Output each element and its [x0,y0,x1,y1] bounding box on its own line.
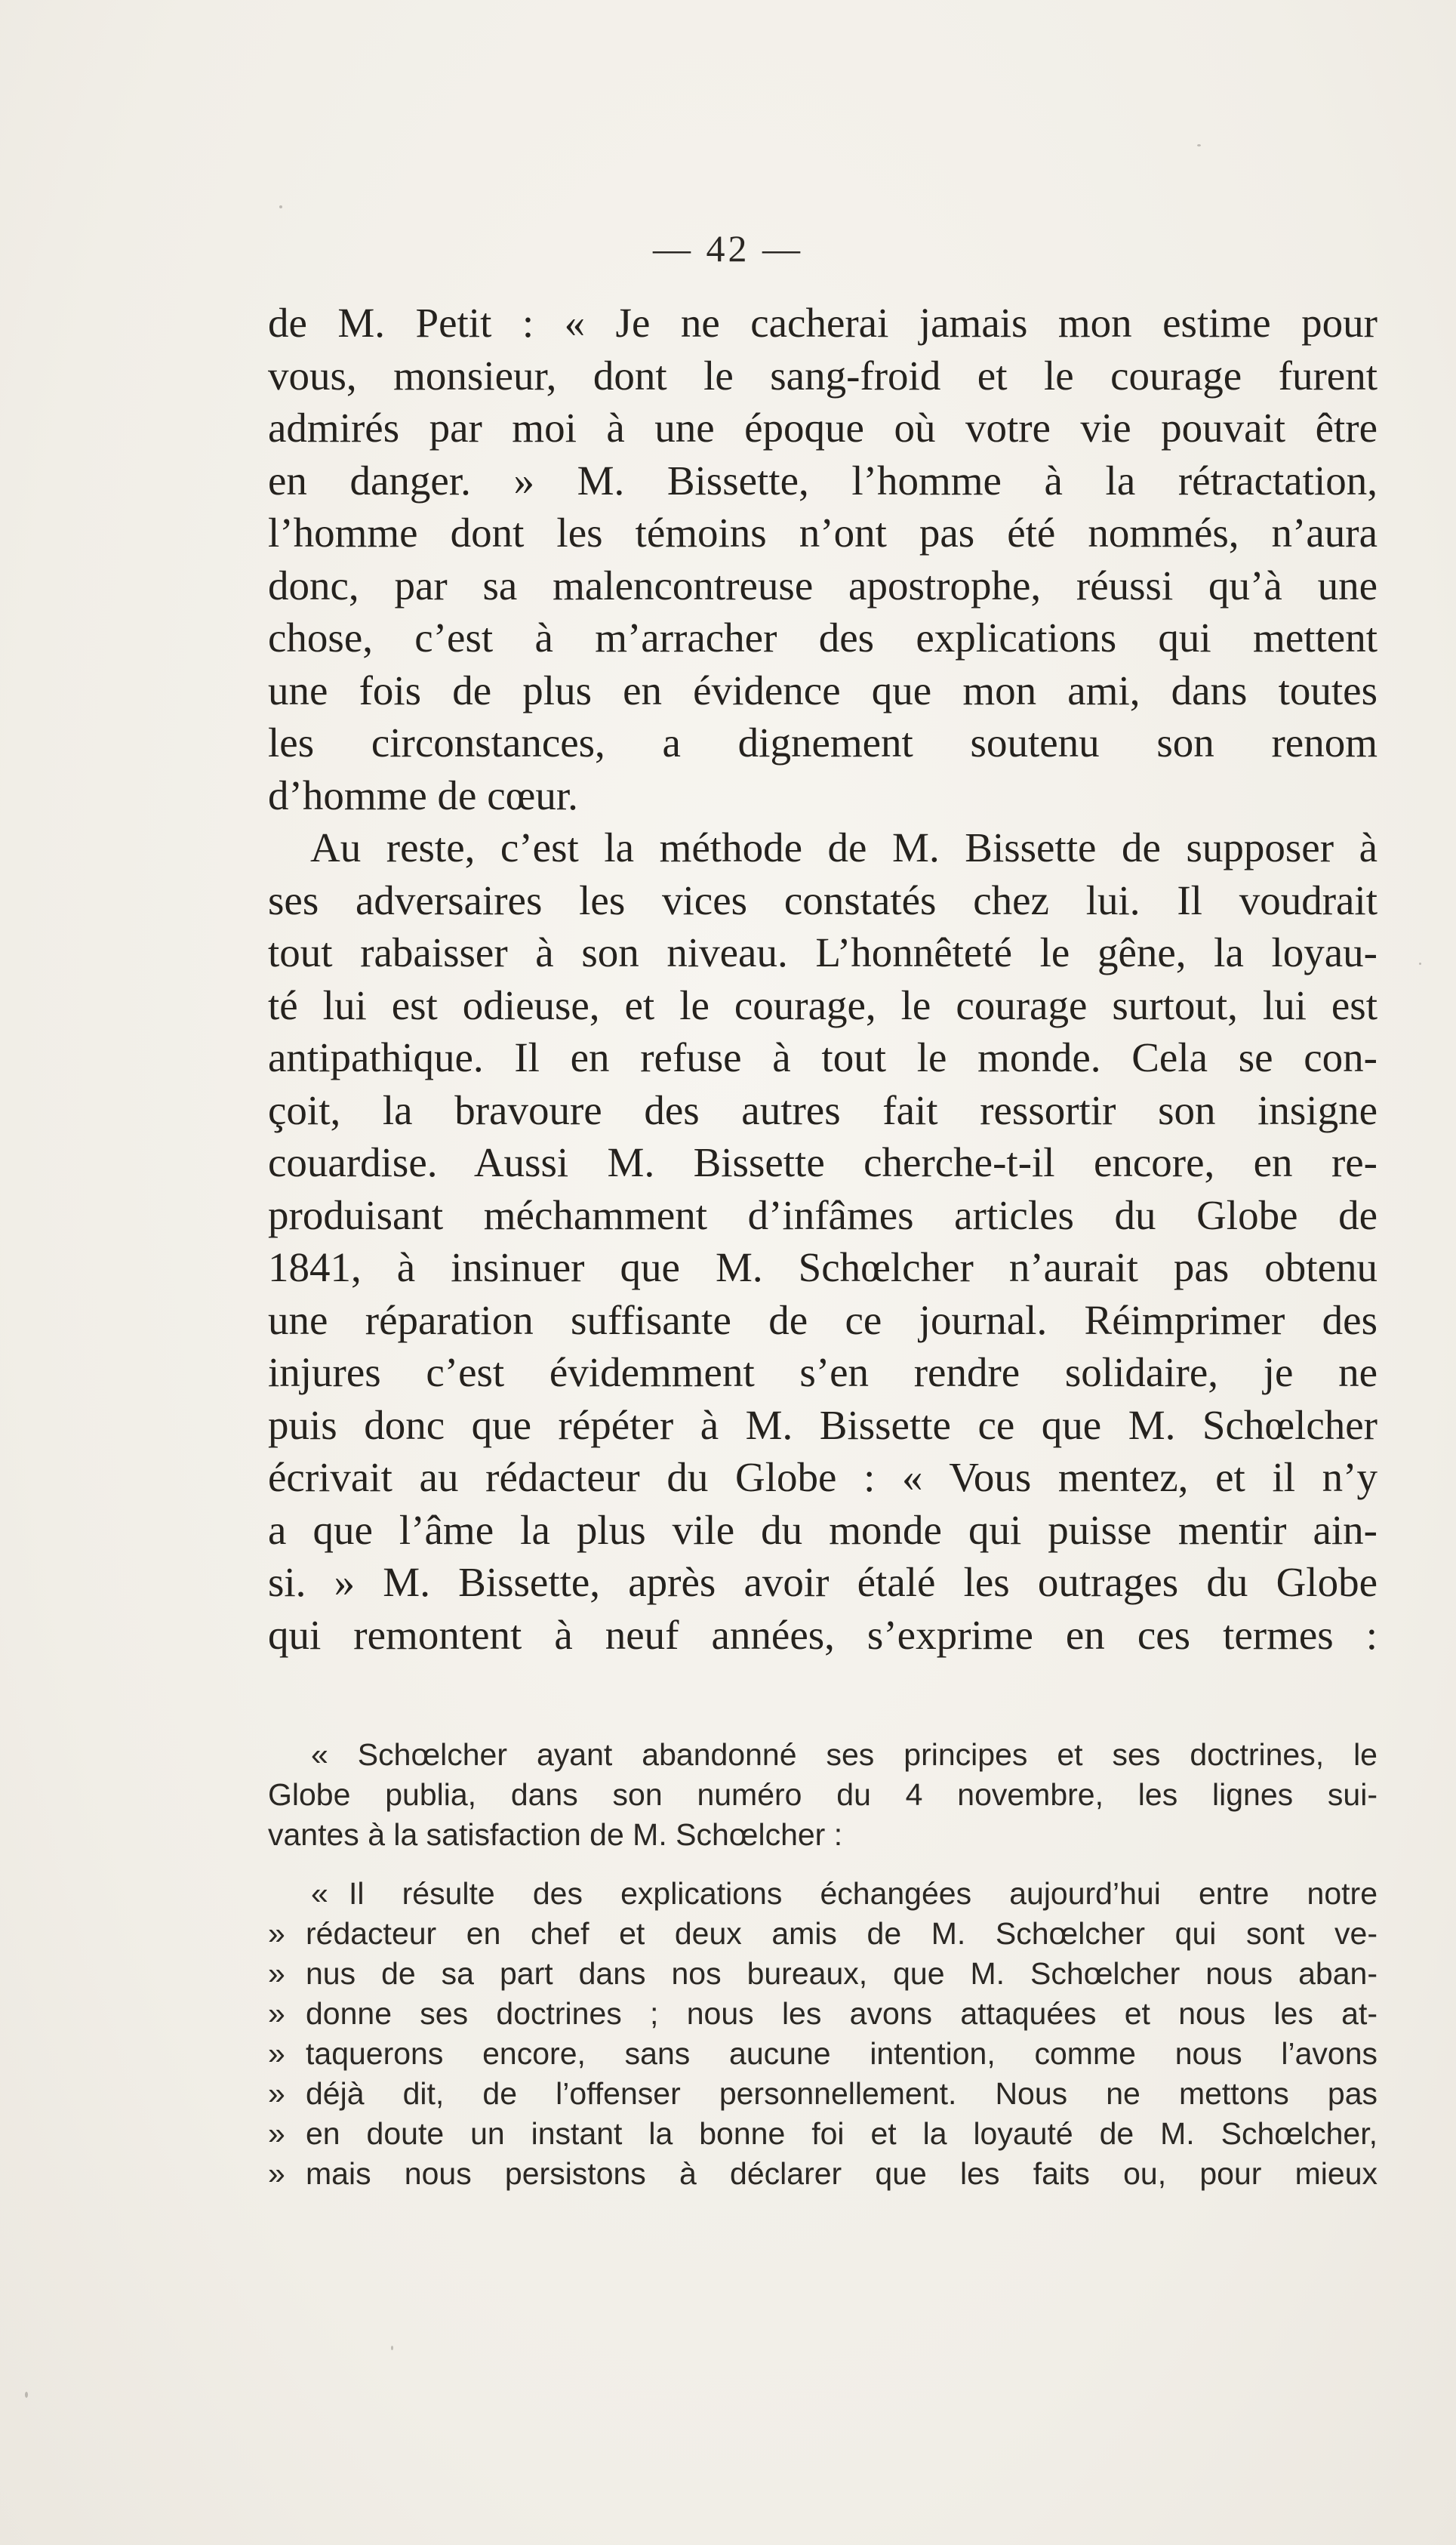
text-line: produisant méchamment d’infâmes articles du Globe de [268,1191,1378,1238]
quoted-line [268,2034,1378,2074]
quoted-text: donne ses doctrines ; nous les avons attaquées et nous les at- [306,1996,1378,2031]
text-line: de M. Petit : « Je ne cacherai jamais mon estime pour [268,300,1378,346]
quoted-text: déjà dit, de l’offenser personnellement. Nous ne mettons pas [306,2076,1378,2111]
text-line: tout rabaisser à son niveau. L’honnêteté le gêne, la loyau- [268,929,1378,975]
text-line: couardise. Aussi M. Bissette cherche-t-il encore, en re- [268,1139,1378,1185]
quote-mark: » [268,2076,285,2111]
quoted-text: Il résulte des explications échangées aujourd’hui entre notre [349,1876,1378,1911]
quote-mark: » [268,2156,285,2191]
text-line: les circonstances, a dignement soutenu son renom [268,719,1378,766]
quoted-line [268,1994,1378,2034]
quoted-line [268,2114,1378,2154]
text-line: en danger. » M. Bissette, l’homme à la rétractation, [268,457,1378,504]
quoted-line [268,1954,1378,1994]
quoted-text: nus de sa part dans nos bureaux, que M. Schœlcher nous aban- [306,1956,1378,1991]
footnote-line: Globe publia, dans son numéro du 4 novembre, les lignes sui- [268,1777,1378,1812]
text-line: qui remontent à neuf années, s’exprime en ces termes : [268,1611,1378,1658]
text-line: a que l’âme la plus vile du monde qui puisse mentir ain- [268,1506,1378,1553]
text-line: écrivait au rédacteur du Globe : « Vous mentez, et il n’y [268,1454,1378,1500]
text-line: ses adversaires les vices constatés chez lui. Il voudrait [268,877,1378,923]
text-line: si. » M. Bissette, après avoir étalé les outrages du Globe [268,1559,1378,1605]
quoted-text: mais nous persistons à déclarer que les faits ou, pour mieux [306,2156,1378,2191]
text-line: 1841, à insinuer que M. Schœlcher n’aurait pas obtenu [268,1244,1378,1290]
text-line: antipathique. Il en refuse à tout le monde. Cela se con- [268,1034,1378,1080]
quoted-line [268,2154,1378,2194]
text-line: une fois de plus en évidence que mon ami, dans toutes [268,667,1378,713]
quote-mark: « [311,1876,328,1911]
text-line: admirés par moi à une époque où votre vie pouvait être [268,405,1378,451]
quote-mark: » [268,1956,285,1991]
text-line: puis donc que répéter à M. Bissette ce que M. Schœlcher [268,1401,1378,1448]
paper-speck [1197,144,1201,146]
paper-speck [25,2392,28,2398]
quote-mark: » [268,2116,285,2151]
text-line: çoit, la bravoure des autres fait ressortir son insigne [268,1086,1378,1133]
text-line: chose, c’est à m’arracher des explications qui mettent [268,615,1378,661]
text-line: une réparation suffisante de ce journal. Réimprimer des [268,1296,1378,1343]
text-line: vous, monsieur, dont le sang-froid et le courage furent [268,352,1378,399]
quoted-text: taquerons encore, sans aucune intention, comme nous l’avons [306,2036,1378,2071]
text-line: Au reste, c’est la méthode de M. Bissette de supposer à [310,824,1378,870]
text-line: donc, par sa malencontreuse apostrophe, réussi qu’à une [268,562,1378,609]
paper-speck [279,205,282,208]
quoted-line [268,1914,1378,1954]
quote-mark: » [268,1996,285,2031]
main-text [268,297,1378,1661]
quoted-text: rédacteur en chef et deux amis de M. Schœlcher qui sont ve- [306,1916,1378,1951]
footnote-line: « Schœlcher ayant abandonné ses principes et ses doctrines, le [311,1737,1378,1772]
footnote-spacer [268,1855,1378,1874]
quoted-text: en doute un instant la bonne foi et la loyauté de M. Schœlcher, [306,2116,1378,2151]
text-line: l’homme dont les témoins n’ont pas été nommés, n’aura [268,510,1378,556]
page-number: — 42 — [653,227,803,270]
paper-speck [391,2346,393,2350]
paper-speck [1419,963,1421,965]
quoted-line [268,1874,1378,1914]
quote-mark: » [268,2036,285,2071]
text-line: d’homme de cœur. [268,772,578,818]
quote-mark: » [268,1916,285,1951]
footnote [268,1735,1378,2194]
quoted-line [268,2074,1378,2114]
text-line: injures c’est évidemment s’en rendre solidaire, je ne [268,1349,1378,1395]
text-line: té lui est odieuse, et le courage, le courage surtout, lui est [268,981,1378,1028]
footnote-line: vantes à la satisfaction de M. Schœlcher : [268,1817,843,1852]
